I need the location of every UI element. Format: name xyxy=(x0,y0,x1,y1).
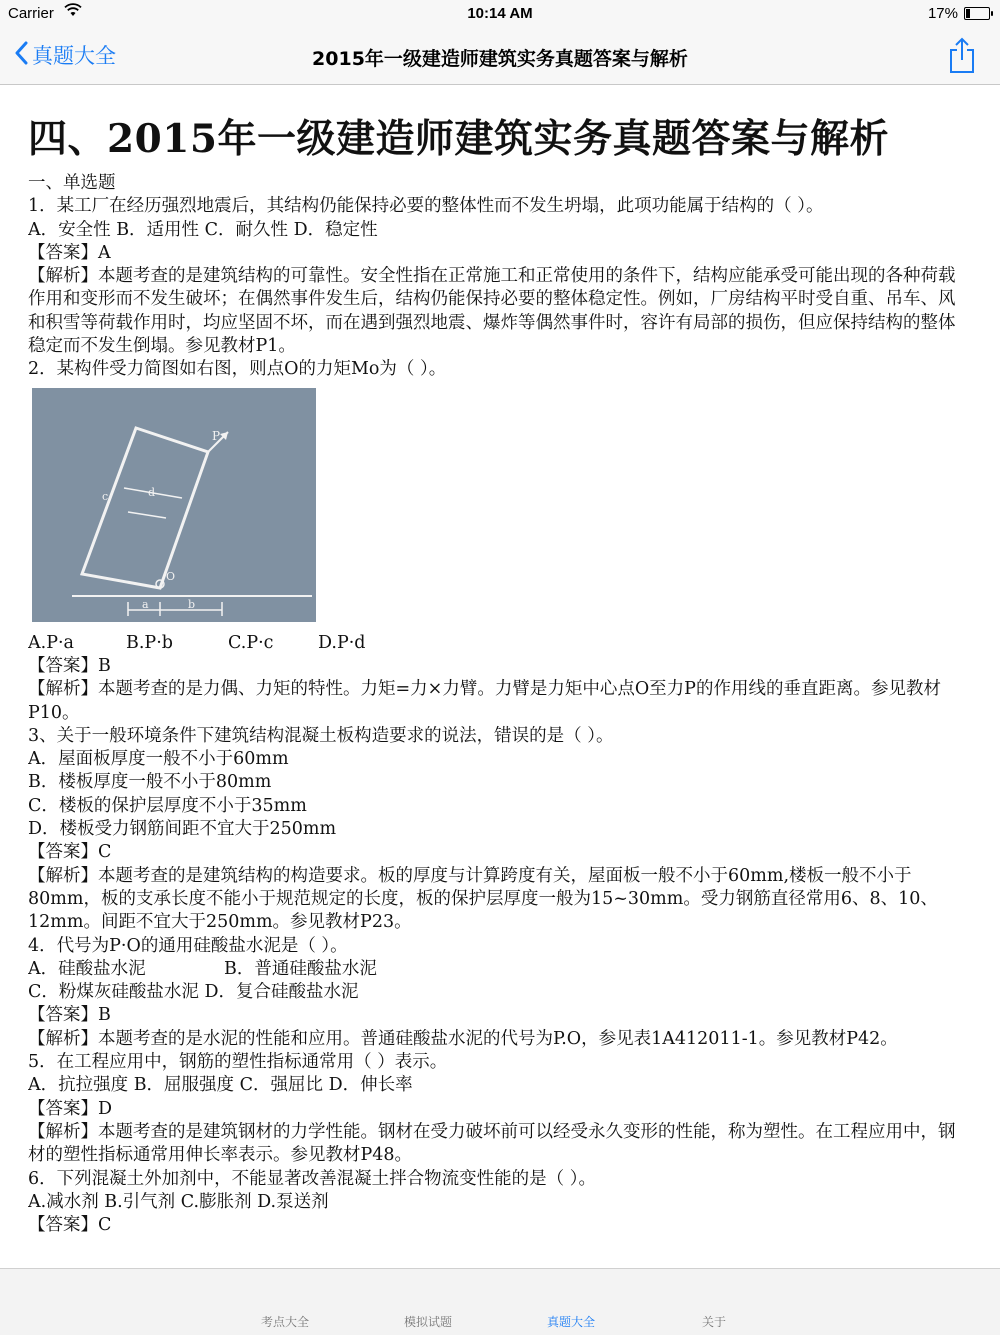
question-4-options-row-2: C．粉煤灰硅酸盐水泥 D．复合硅酸盐水泥 xyxy=(28,982,359,1003)
question-3-option-c: C．楼板的保护层厚度不小于35mm xyxy=(28,795,307,816)
question-3-option-d: D．楼板受力钢筋间距不宜大于250mm xyxy=(28,819,337,840)
tab-key-points[interactable]: 考点大全 xyxy=(260,1315,309,1329)
article-body xyxy=(28,172,968,1237)
question-5-answer: 【答案】D xyxy=(28,1098,113,1119)
question-3: 3、关于一般环境条件下建筑结构混凝土板构造要求的说法，错误的是（ ）。 xyxy=(28,725,614,746)
question-2-explanation: 【解析】本题考查的是力偶、力矩的特性。力矩=力×力臂。力臂是力矩中心点O至力P的作用线的垂直距离。参见教材P10。 xyxy=(28,679,941,723)
tab-bar xyxy=(0,1268,1000,1335)
figure-label-p: P xyxy=(212,428,221,443)
option-a: A.P·a xyxy=(28,632,74,653)
section-title: 一、单选题 xyxy=(28,173,116,193)
figure-label-d: d xyxy=(148,485,156,499)
figure-label-a: a xyxy=(142,597,149,611)
tab-past-exams[interactable]: 真题大全 xyxy=(546,1315,595,1329)
figure-label-o: O xyxy=(166,569,176,583)
option-c: C.P·c xyxy=(228,632,274,653)
question-1: 1．某工厂在经历强烈地震后，其结构仍能保持必要的整体性而不发生坍塌，此项功能属于结构的（ ）。 xyxy=(28,196,824,217)
share-button[interactable] xyxy=(948,36,976,78)
question-4-options-row-1 xyxy=(28,958,968,981)
share-icon xyxy=(948,59,976,78)
battery-percent: 17% xyxy=(927,5,958,22)
clock: 10:14 AM xyxy=(467,5,533,22)
back-label: 真题大全 xyxy=(32,44,116,68)
question-3-option-b: B．楼板厚度一般不小于80mm xyxy=(28,772,272,793)
question-2: 2．某构件受力简图如右图，则点O的力矩Mo为（ ）。 xyxy=(28,359,447,380)
question-2-options xyxy=(28,632,968,655)
page-title: 2015年一级建造师建筑实务真题答案与解析 xyxy=(312,48,688,70)
question-4-answer: 【答案】B xyxy=(28,1005,111,1026)
navigation-bar xyxy=(0,28,1000,85)
question-1-answer: 【答案】A xyxy=(28,242,111,263)
question-6-options: A.减水剂 B.引气剂 C.膨胀剂 D.泵送剂 xyxy=(28,1191,329,1212)
question-6: 6．下列混凝土外加剂中，不能显著改善混凝土拌合物流变性能的是（ ）。 xyxy=(28,1168,596,1189)
question-3-option-a: A．屋面板厚度一般不小于60mm xyxy=(28,749,289,770)
figure-label-c: c xyxy=(102,489,109,503)
force-diagram-image xyxy=(32,388,316,622)
question-5-options: A．抗拉强度 B．屈服强度 C．强屈比 D．伸长率 xyxy=(28,1075,413,1096)
article-content[interactable] xyxy=(28,96,968,1266)
question-1-options: A．安全性 B．适用性 C．耐久性 D．稳定性 xyxy=(28,219,378,240)
question-5-explanation: 【解析】本题考查的是建筑钢材的力学性能。钢材在受力破坏前可以经受永久变形的性能，称为塑性。在工程应用中，钢材的塑性指标通常用伸长率表示。参见教材P48。 xyxy=(28,1121,956,1166)
battery-icon xyxy=(964,7,990,20)
figure-label-b: b xyxy=(188,597,196,611)
option-a: A．硅酸盐水泥 xyxy=(28,958,146,979)
article-heading: 四、2015年一级建造师建筑实务真题答案与解析 xyxy=(28,116,890,162)
question-1-explanation: 【解析】本题考查的是建筑结构的可靠性。安全性指在正常施工和正常使用的条件下，结构应能承受可能出现的各种荷载作用和变形而不发生破坏；在偶然事件发生后，结构仍能保持必要的整体稳定性。例如，厂房结构平时受自重、吊车、风和积雪等荷载作用时，均应坚固不坏，而在遇到强烈地震、爆炸等偶然事件时，容许有局部的损伤，但应保持结构的整体稳定而不发生倒塌。参见教材P1。 xyxy=(28,266,956,357)
carrier-label: Carrier xyxy=(8,5,54,22)
option-b: B.P·b xyxy=(126,632,173,653)
tab-mock-exams[interactable]: 模拟试题 xyxy=(403,1315,452,1329)
question-4: 4．代号为P·O的通用硅酸盐水泥是（ ）。 xyxy=(28,935,348,956)
status-bar xyxy=(0,0,1000,28)
question-2-answer: 【答案】B xyxy=(28,655,111,676)
question-6-answer: 【答案】C xyxy=(28,1215,112,1236)
question-5: 5．在工程应用中，钢筋的塑性指标通常用（ ）表示。 xyxy=(28,1052,448,1073)
question-3-answer: 【答案】C xyxy=(28,842,112,863)
option-b: B．普通硅酸盐水泥 xyxy=(224,958,377,979)
question-3-explanation: 【解析】本题考查的是建筑结构的构造要求。板的厚度与计算跨度有关，屋面板一般不小于60mm,楼板一般不小于80mm，板的支承长度不能小于规范规定的长度，板的保护层厚度一般为15~30mm。受力钢筋直径常用6、8、10、12mm。间距不宜大于250mm。参见教材P23。 xyxy=(28,865,938,933)
tab-about[interactable]: 关于 xyxy=(701,1315,726,1329)
option-d: D.P·d xyxy=(318,632,366,653)
question-4-explanation: 【解析】本题考查的是水泥的性能和应用。普通硅酸盐水泥的代号为P.O，参见表1A412011-1。参见教材P42。 xyxy=(28,1028,898,1049)
